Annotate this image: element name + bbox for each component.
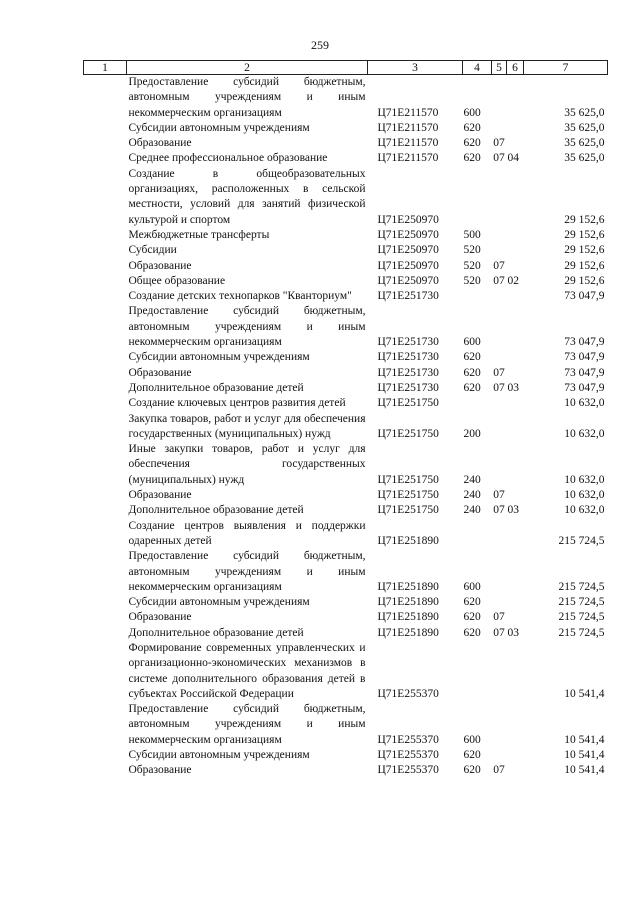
table-row: [84, 350, 608, 365]
row-subsection: 03: [507, 504, 519, 517]
row-expense-type: 620: [463, 351, 481, 364]
row-subsection: [507, 412, 524, 443]
row-expense-type: 240: [463, 504, 481, 517]
row-section: [492, 167, 507, 228]
row-code: Ц71Е250970: [377, 213, 439, 226]
row-amount: 29 152,6: [564, 228, 605, 241]
row-amount: 10 632,0: [564, 427, 605, 440]
table-row: [84, 274, 608, 289]
row-name: Субсидии автономным учреждениям: [128, 596, 310, 609]
row-expense-type: [463, 167, 492, 228]
row-section: [492, 412, 507, 443]
row-number-cell: [84, 626, 127, 641]
row-section: 07: [493, 259, 505, 272]
row-code: Ц71Е251750: [377, 397, 439, 410]
row-section: [492, 350, 507, 365]
row-amount: 73 047,9: [564, 381, 605, 394]
row-number-cell: [84, 228, 127, 243]
row-section: [492, 549, 507, 595]
row-code: Ц71Е255370: [377, 733, 439, 746]
table-row: [84, 75, 608, 121]
row-name: Предоставление субсидий бюджетным, автономным учреждениям и иным некоммерческим организациям: [128, 550, 366, 593]
row-number-cell: [84, 763, 127, 778]
row-number-cell: [84, 289, 127, 304]
row-subsection: [507, 167, 524, 228]
row-code: Ц71Е251730: [377, 336, 439, 349]
row-amount: 215 724,5: [558, 580, 605, 593]
row-subsection: [507, 350, 524, 365]
row-number-cell: [84, 702, 127, 748]
row-expense-type: [463, 289, 492, 304]
table-row: [84, 396, 608, 411]
row-number-cell: [84, 304, 127, 350]
row-amount: 215 724,5: [558, 596, 605, 609]
row-section: 07: [493, 274, 505, 287]
row-section: [492, 396, 507, 411]
row-amount: 10 541,4: [564, 733, 605, 746]
row-section: [492, 243, 507, 258]
page-number: 259: [311, 38, 329, 52]
row-subsection: [507, 289, 524, 304]
row-subsection: [507, 549, 524, 595]
row-amount: 10 541,4: [564, 749, 605, 762]
row-name: Иные закупки товаров, работ и услуг для обеспечения государственных (муниципальных) нужд: [128, 443, 366, 486]
row-name: Образование: [128, 259, 192, 272]
row-section: [492, 442, 507, 488]
row-code: Ц71Е251890: [377, 534, 439, 547]
row-number-cell: [84, 167, 127, 228]
row-subsection: [507, 763, 524, 778]
row-section: [492, 121, 507, 136]
row-expense-type: 240: [463, 473, 481, 486]
table-header: [84, 61, 608, 75]
row-code: Ц71Е255370: [377, 687, 439, 700]
row-expense-type: 620: [463, 611, 481, 624]
row-expense-type: 620: [463, 137, 481, 150]
row-code: Ц71Е251890: [377, 611, 439, 624]
row-name: Предоставление субсидий бюджетным, автономным учреждениям и иным некоммерческим организациям: [128, 703, 366, 746]
row-amount: 10 632,0: [564, 473, 605, 486]
row-section: 07: [493, 137, 505, 150]
row-amount: 73 047,9: [564, 351, 605, 364]
row-name: Субсидии автономным учреждениям: [128, 351, 310, 364]
row-section: 07: [493, 764, 505, 777]
table-row: [84, 289, 608, 304]
row-section: [492, 641, 507, 702]
row-section: [492, 595, 507, 610]
row-code: Ц71Е211570: [377, 137, 439, 150]
row-subsection: [507, 488, 524, 503]
row-code: Ц71Е251750: [377, 427, 439, 440]
row-name: Общее образование: [128, 274, 226, 287]
row-subsection: [507, 442, 524, 488]
row-number-cell: [84, 503, 127, 518]
row-code: Ц71Е251890: [377, 580, 439, 593]
row-section: 07: [493, 381, 505, 394]
row-name: Предоставление субсидий бюджетным, автономным учреждениям и иным некоммерческим организациям: [128, 76, 366, 119]
table-row: [84, 488, 608, 503]
row-subsection: [507, 366, 524, 381]
column-header-4: 4: [463, 61, 492, 75]
row-number-cell: [84, 366, 127, 381]
row-name: Субсидии автономным учреждениям: [128, 121, 310, 134]
table-row: [84, 442, 608, 488]
row-section: 07: [493, 504, 505, 517]
column-header-1: 1: [84, 61, 127, 75]
row-code: Ц71Е251730: [377, 381, 439, 394]
row-number-cell: [84, 488, 127, 503]
row-subsection: [507, 304, 524, 350]
row-section: [492, 228, 507, 243]
row-number-cell: [84, 274, 127, 289]
budget-table: [83, 60, 608, 779]
table-row: [84, 381, 608, 396]
row-section: 07: [493, 152, 505, 165]
row-subsection: [507, 610, 524, 625]
row-subsection: [507, 243, 524, 258]
row-name: Предоставление субсидий бюджетным, автономным учреждениям и иным некоммерческим организациям: [128, 305, 366, 349]
table-row: [84, 167, 608, 228]
row-code: Ц71Е250970: [377, 259, 439, 272]
row-subsection: [507, 748, 524, 763]
row-section: 07: [493, 489, 505, 502]
row-amount: 29 152,6: [564, 274, 605, 287]
table-row: [84, 366, 608, 381]
row-expense-type: 620: [463, 749, 481, 762]
row-name: Субсидии: [128, 244, 177, 257]
row-expense-type: [463, 641, 492, 702]
row-expense-type: 600: [463, 733, 481, 746]
row-number-cell: [84, 396, 127, 411]
row-expense-type: 520: [463, 259, 481, 272]
row-name: Среднее профессиональное образование: [128, 152, 328, 165]
table-row: [84, 228, 608, 243]
column-header-5: 5: [492, 61, 507, 75]
column-header-7: 7: [524, 61, 608, 75]
row-name: Образование: [128, 764, 192, 777]
row-expense-type: [463, 519, 492, 550]
row-expense-type: 240: [463, 489, 481, 502]
row-number-cell: [84, 243, 127, 258]
row-number-cell: [84, 748, 127, 763]
row-name: Межбюджетные трансферты: [128, 228, 270, 241]
row-number-cell: [84, 519, 127, 550]
table-row: [84, 641, 608, 702]
table-row: [84, 121, 608, 136]
row-expense-type: 620: [463, 596, 481, 609]
row-name: Формирование современных управленческих и организационно-экономических механизмов в системе дополнительного образования детей в субъектах Российской Федерации: [128, 641, 366, 700]
table-row: [84, 610, 608, 625]
row-number-cell: [84, 442, 127, 488]
row-amount: 215 724,5: [558, 626, 605, 639]
row-code: Ц71Е251750: [377, 489, 439, 502]
row-subsection: [507, 75, 524, 121]
row-name: Дополнительное образование детей: [128, 626, 304, 639]
row-code: Ц71Е255370: [377, 764, 439, 777]
row-code: Ц71Е251730: [377, 366, 439, 379]
row-number-cell: [84, 151, 127, 166]
row-amount: 215 724,5: [558, 534, 605, 547]
row-name: Образование: [128, 489, 192, 502]
row-amount: 35 625,0: [564, 137, 605, 150]
row-amount: 29 152,6: [564, 213, 605, 226]
column-header-3: 3: [368, 61, 463, 75]
row-name: Создание в общеобразовательных организациях, расположенных в сельской местности, условий для занятий физической культурой и спортом: [128, 167, 366, 226]
row-amount: 10 541,4: [564, 764, 605, 777]
row-subsection: [507, 136, 524, 151]
table-row: [84, 595, 608, 610]
column-header-6: 6: [507, 61, 524, 75]
row-expense-type: 600: [463, 106, 481, 119]
row-amount: 10 541,4: [564, 687, 605, 700]
row-section: 07: [493, 626, 505, 639]
row-code: Ц71Е250970: [377, 274, 439, 287]
table-row: [84, 503, 608, 518]
row-amount: 35 625,0: [564, 152, 605, 165]
table-row: [84, 519, 608, 550]
row-amount: 35 625,0: [564, 106, 605, 119]
table-row: [84, 549, 608, 595]
row-number-cell: [84, 549, 127, 595]
row-number-cell: [84, 610, 127, 625]
row-code: Ц71Е211570: [377, 106, 439, 119]
row-section: [492, 304, 507, 350]
row-expense-type: 620: [463, 121, 481, 134]
row-number-cell: [84, 121, 127, 136]
row-amount: 35 625,0: [564, 121, 605, 134]
row-number-cell: [84, 75, 127, 121]
table-row: [84, 412, 608, 443]
row-number-cell: [84, 350, 127, 365]
row-number-cell: [84, 381, 127, 396]
row-name: Образование: [128, 137, 192, 150]
row-section: [492, 748, 507, 763]
row-section: 07: [493, 611, 505, 624]
row-code: Ц71Е251890: [377, 626, 439, 639]
row-name: Субсидии автономным учреждениям: [128, 749, 310, 762]
row-amount: 73 047,9: [564, 336, 605, 349]
row-code: Ц71Е251730: [377, 351, 439, 364]
row-expense-type: 620: [463, 366, 481, 379]
table-row: [84, 136, 608, 151]
row-code: Ц71Е251750: [377, 504, 439, 517]
row-amount: 10 632,0: [564, 397, 605, 410]
row-expense-type: 620: [463, 152, 481, 165]
row-name: Создание ключевых центров развития детей: [128, 397, 346, 410]
row-subsection: [507, 259, 524, 274]
column-header-2: 2: [127, 61, 368, 75]
row-amount: 10 632,0: [564, 504, 605, 517]
row-name: Создание детских технопарков "Кванториум": [128, 290, 352, 303]
row-section: [492, 519, 507, 550]
row-subsection: 04: [507, 152, 519, 165]
row-name: Закупка товаров, работ и услуг для обеспечения государственных (муниципальных) нужд: [128, 412, 366, 440]
table-row: [84, 151, 608, 166]
row-code: Ц71Е250970: [377, 244, 439, 257]
row-expense-type: 620: [463, 381, 481, 394]
table-row: [84, 763, 608, 778]
row-code: Ц71Е250970: [377, 228, 439, 241]
row-code: Ц71Е251730: [377, 290, 439, 303]
row-name: Дополнительное образование детей: [128, 504, 304, 517]
table-row: [84, 702, 608, 748]
row-subsection: [507, 702, 524, 748]
row-number-cell: [84, 412, 127, 443]
table-row: [84, 626, 608, 641]
row-code: Ц71Е255370: [377, 749, 439, 762]
row-code: Ц71Е211570: [377, 152, 439, 165]
row-amount: 73 047,9: [564, 366, 605, 379]
row-expense-type: 620: [463, 626, 481, 639]
table-row: [84, 304, 608, 350]
row-amount: 29 152,6: [564, 244, 605, 257]
row-subsection: 02: [507, 274, 519, 287]
row-expense-type: [463, 396, 492, 411]
row-number-cell: [84, 259, 127, 274]
row-section: 07: [493, 366, 505, 379]
table-row: [84, 259, 608, 274]
row-code: Ц71Е251890: [377, 596, 439, 609]
row-section: [492, 75, 507, 121]
row-expense-type: 520: [463, 244, 481, 257]
table-body: [84, 75, 608, 779]
row-expense-type: 600: [463, 580, 481, 593]
row-amount: 215 724,5: [558, 611, 605, 624]
row-subsection: [507, 396, 524, 411]
row-subsection: [507, 641, 524, 702]
row-expense-type: 500: [463, 228, 481, 241]
row-subsection: 03: [507, 381, 519, 394]
row-amount: 10 632,0: [564, 489, 605, 502]
row-name: Дополнительное образование детей: [128, 381, 304, 394]
row-number-cell: [84, 641, 127, 702]
row-subsection: [507, 595, 524, 610]
header-row: [84, 61, 608, 75]
table-row: [84, 748, 608, 763]
row-number-cell: [84, 136, 127, 151]
row-expense-type: 600: [463, 336, 481, 349]
row-code: Ц71Е251750: [377, 473, 439, 486]
row-number-cell: [84, 595, 127, 610]
row-section: [492, 702, 507, 748]
row-expense-type: 200: [463, 427, 481, 440]
row-expense-type: 520: [463, 274, 481, 287]
row-code: Ц71Е211570: [377, 121, 439, 134]
row-subsection: [507, 121, 524, 136]
row-section: [492, 289, 507, 304]
row-subsection: [507, 519, 524, 550]
row-expense-type: 620: [463, 764, 481, 777]
row-name: Образование: [128, 366, 192, 379]
row-amount: 73 047,9: [564, 290, 605, 303]
row-name: Создание центров выявления и поддержки одаренных детей: [128, 519, 366, 547]
row-subsection: 03: [507, 626, 519, 639]
row-subsection: [507, 228, 524, 243]
row-name: Образование: [128, 611, 192, 624]
table-row: [84, 243, 608, 258]
row-amount: 29 152,6: [564, 259, 605, 272]
